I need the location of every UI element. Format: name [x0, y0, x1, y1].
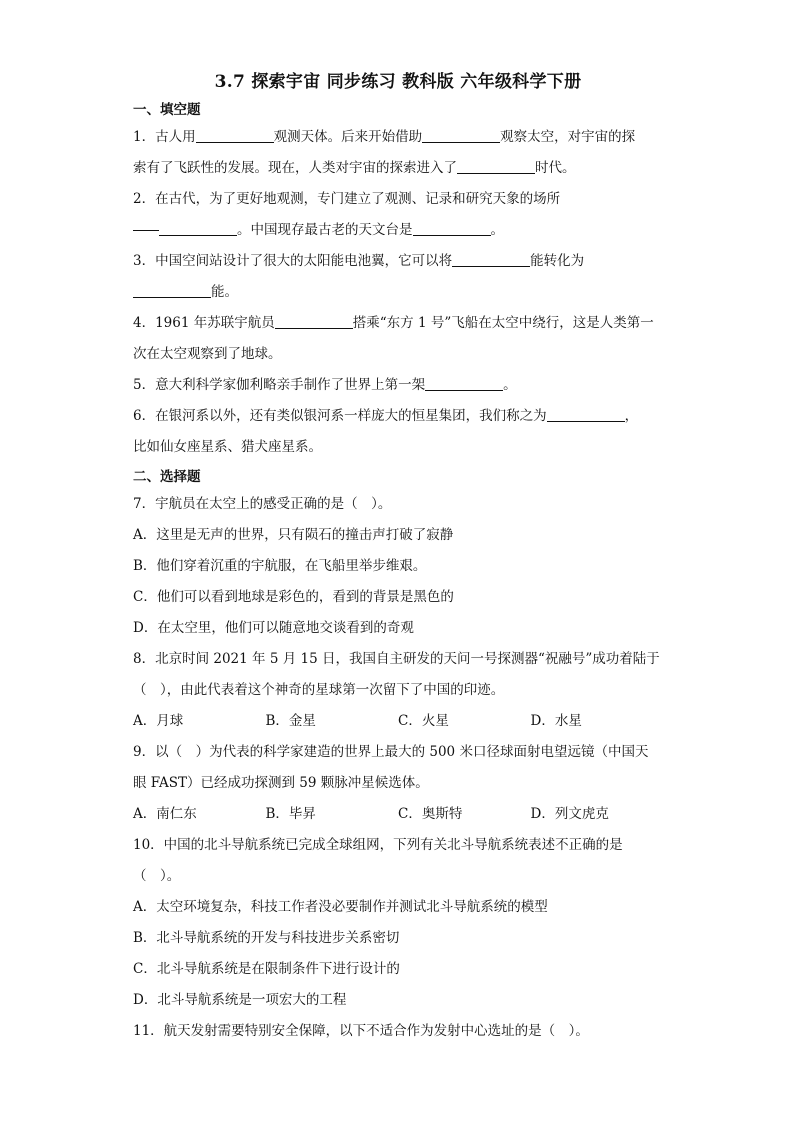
answer-blank[interactable]	[547, 407, 625, 422]
question-7	[133, 489, 663, 644]
option-b[interactable]: B．毕昇	[265, 806, 316, 822]
option-a[interactable]: A．太空环境复杂，科技工作者没必要制作并测试北斗导航系统的模型	[133, 899, 548, 915]
answer-blank[interactable]	[413, 221, 491, 236]
option-c[interactable]: C．他们可以看到地球是彩色的，看到的背景是黑色的	[133, 589, 454, 605]
page-title: 3.7 探索宇宙 同步练习 教科版 六年级科学下册	[214, 72, 582, 92]
option-c[interactable]: C．火星	[398, 713, 449, 729]
question-stem: 10．中国的北斗导航系统已完成全球组网，下列有关北斗导航系统表述不正确的是 （ ）。	[133, 837, 623, 884]
question-11	[133, 1016, 663, 1047]
question-stem: 7．宇航员在太空上的感受正确的是（ ）。	[133, 496, 392, 512]
option-a[interactable]: A．月球	[133, 713, 184, 729]
answer-blank[interactable]	[422, 128, 500, 143]
option-row	[133, 706, 663, 737]
option-row	[133, 799, 663, 830]
question-9	[133, 737, 663, 830]
question-3: 3．中国空间站设计了很大的太阳能电池翼，它可以将 能转化为 能。	[133, 253, 585, 300]
option-d[interactable]: D．北斗导航系统是一项宏大的工程	[133, 992, 347, 1008]
option-d[interactable]: D．在太空里，他们可以随意地交谈看到的奇观	[133, 620, 414, 636]
answer-blank[interactable]	[457, 159, 535, 174]
answer-blank[interactable]	[133, 283, 211, 298]
answer-blank[interactable]	[452, 252, 530, 267]
question-stem: 8．北京时间 2021 年 5 月 15 日，我国自主研发的天问一号探测器“祝融号”成功着陆于 （ ），由此代表着这个神奇的星球第一次留下了中国的印迹。	[133, 651, 660, 698]
question-8	[133, 644, 663, 737]
answer-blank[interactable]	[159, 221, 237, 236]
answer-blank[interactable]	[196, 128, 274, 143]
question-stem: 9．以（ ）为代表的科学家建造的世界上最大的 500 米口径球面射电望远镜（中国天 眼 FAST）已经成功探测到 59 颗脉冲星候选体。	[133, 744, 649, 791]
option-d[interactable]: D．列文虎克	[530, 806, 609, 822]
option-c[interactable]: C．北斗导航系统是在限制条件下进行设计的	[133, 961, 400, 977]
question-2: 2．在古代，为了更好地观测，专门建立了观测、记录和研究天象的场所 。中国现存最古老的天文台是 。	[133, 191, 561, 238]
answer-blank[interactable]	[425, 376, 503, 391]
option-a[interactable]: A．南仁东	[133, 806, 197, 822]
question-4: 4．1961 年苏联宇航员 搭乘“东方 1 号”飞船在太空中绕行，这是人类第一 次在太空观察到了地球。	[133, 315, 654, 362]
dash-mark	[133, 221, 159, 231]
section-fill-in: 一、填空题	[133, 102, 201, 118]
option-a[interactable]: A．这里是无声的世界，只有陨石的撞击声打破了寂静	[133, 527, 454, 543]
option-b[interactable]: B．他们穿着沉重的宇航服，在飞船里举步维艰。	[133, 558, 427, 574]
section-multiple-choice: 二、选择题	[133, 469, 201, 485]
worksheet-page	[133, 68, 663, 1047]
question-6: 6．在银河系以外，还有类似银河系一样庞大的恒星集团，我们称之为 ， 比如仙女座星系、猎犬座星系。	[133, 408, 639, 455]
question-5: 5．意大利科学家伽利略亲手制作了世界上第一架 。	[133, 377, 517, 393]
question-1: 1．古人用 观测天体。后来开始借助 观察太空，对宇宙的探 索有了飞跃性的发展。现在，人类对宇宙的探索进入了 时代。	[133, 129, 636, 176]
option-b[interactable]: B．金星	[265, 713, 316, 729]
question-stem: 11．航天发射需要特别安全保障，以下不适合作为发射中心选址的是（ ）。	[133, 1023, 589, 1039]
question-10	[133, 830, 663, 1016]
option-c[interactable]: C．奥斯特	[398, 806, 463, 822]
option-b[interactable]: B．北斗导航系统的开发与科技进步关系密切	[133, 930, 400, 946]
option-d[interactable]: D．水星	[530, 713, 582, 729]
answer-blank[interactable]	[275, 314, 353, 329]
